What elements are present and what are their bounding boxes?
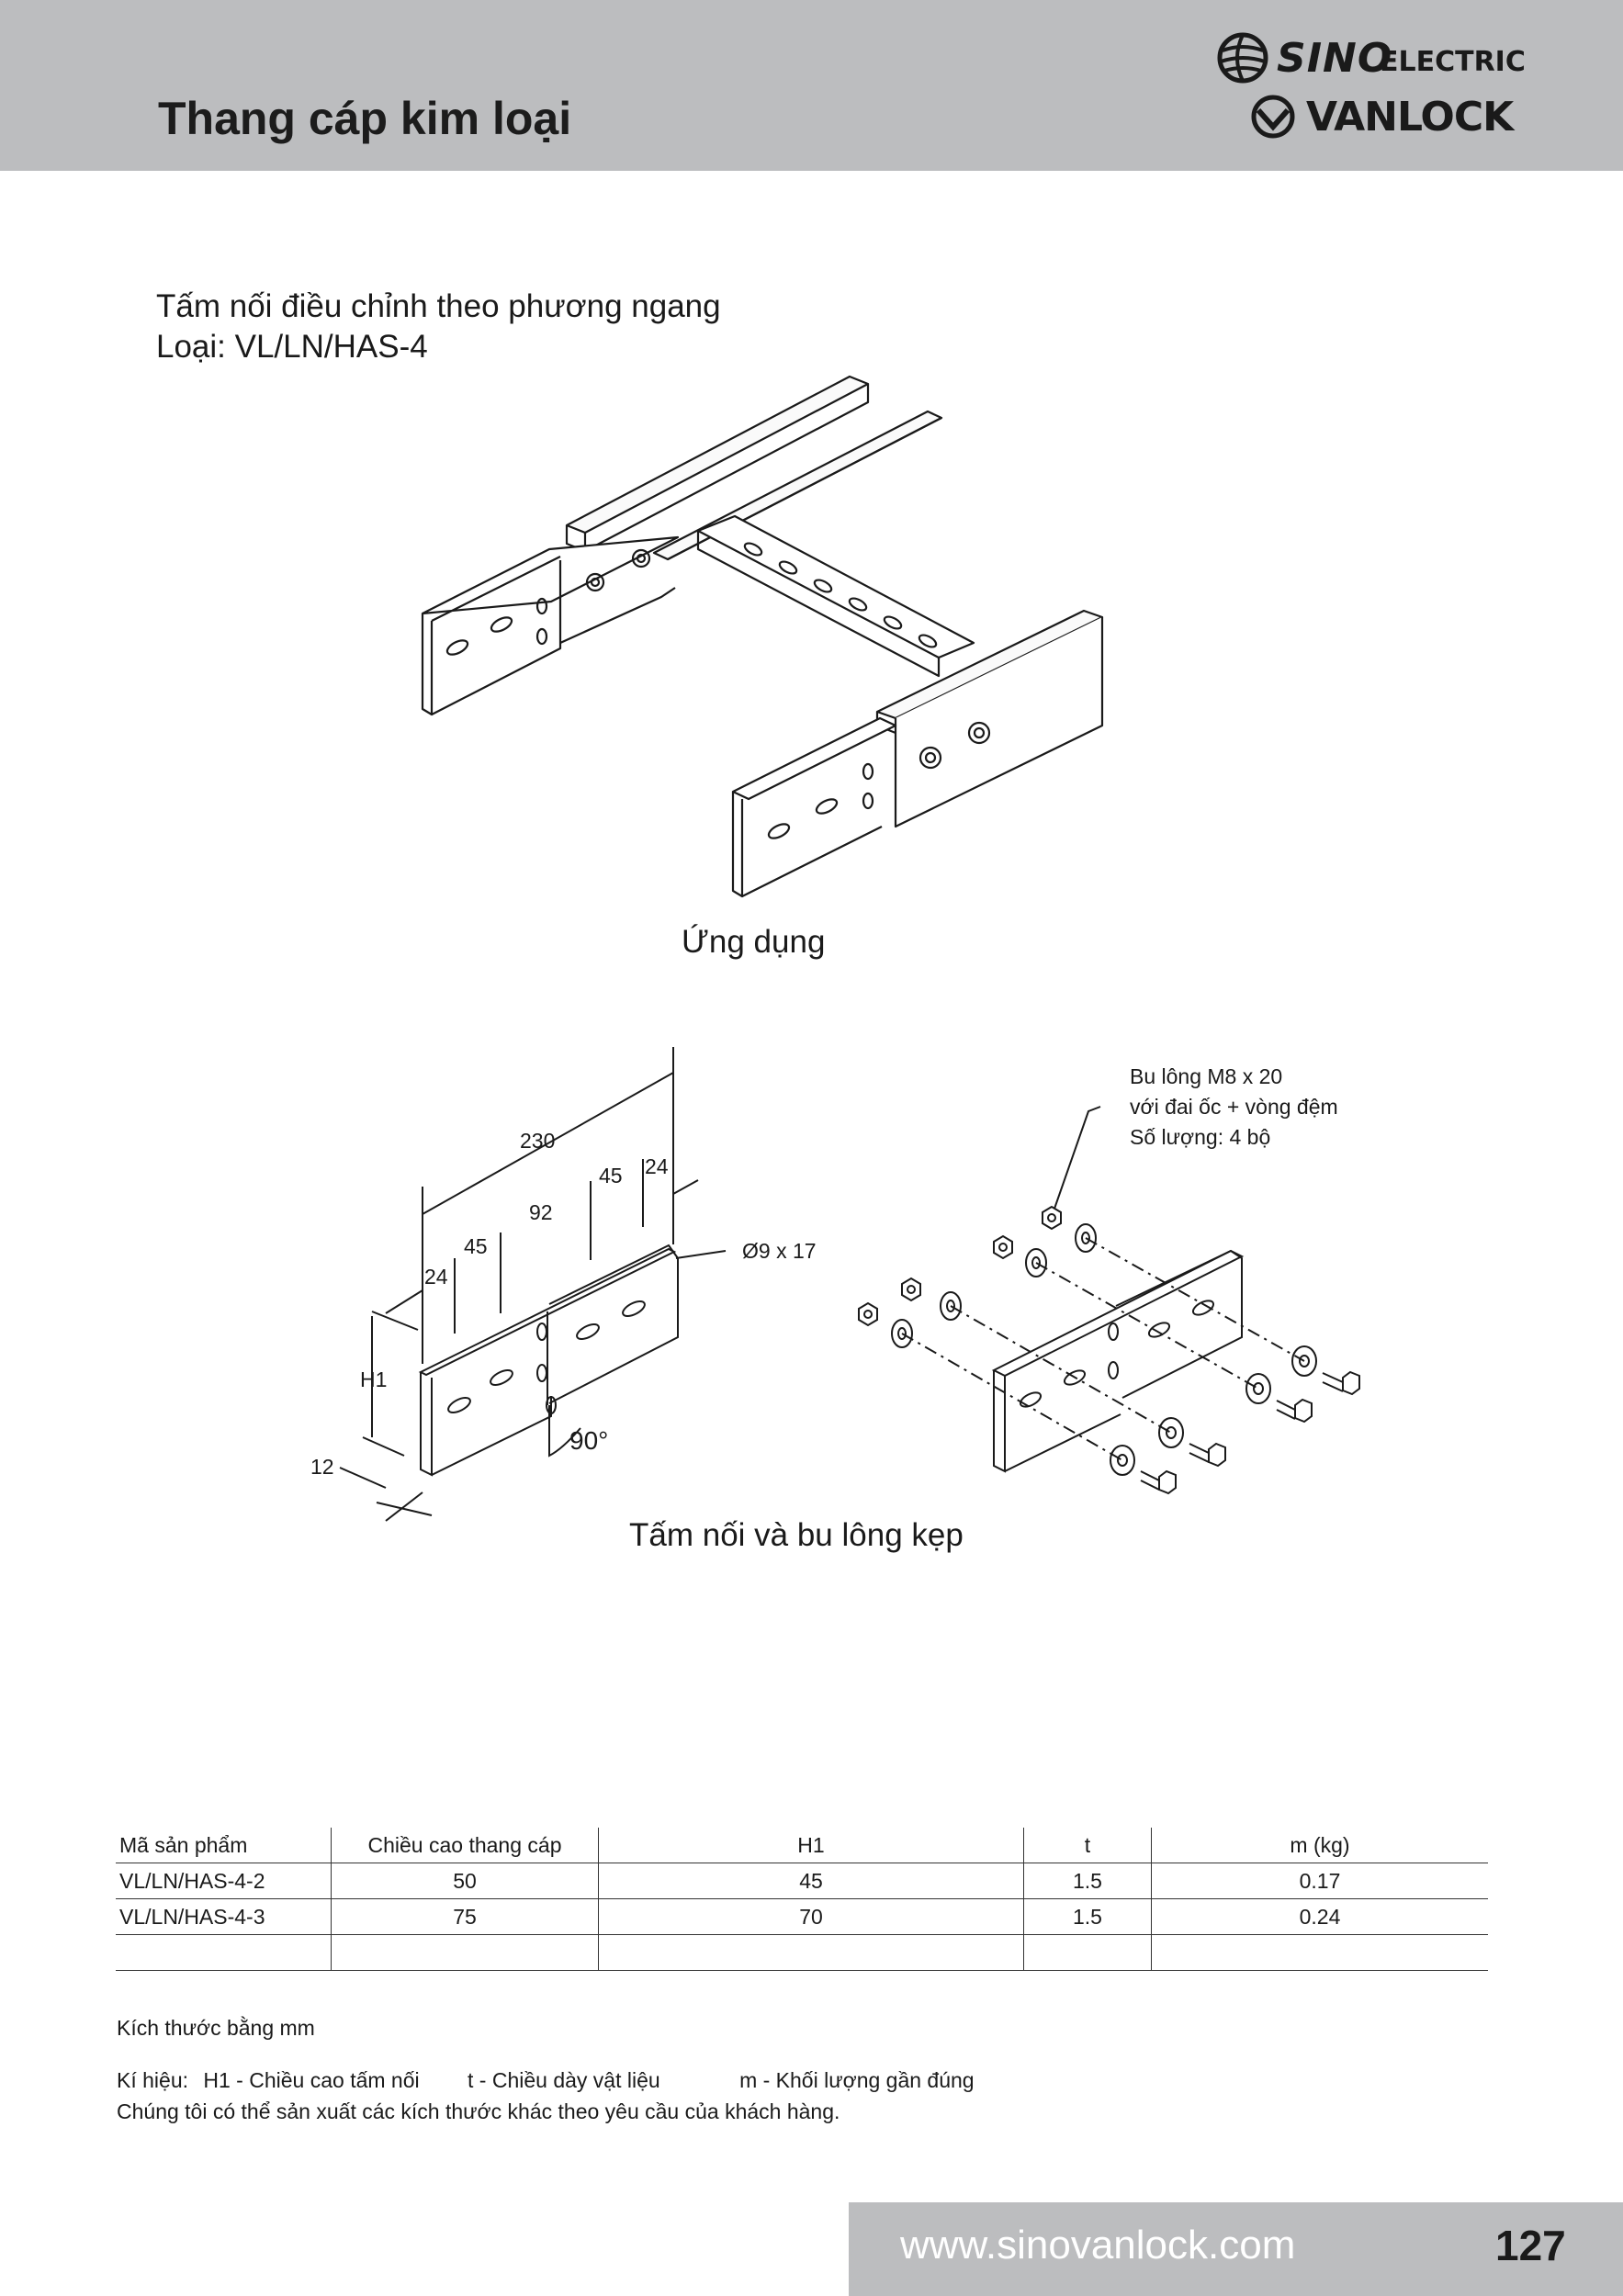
legend-note	[117, 2068, 1494, 2093]
cell: 75	[332, 1899, 599, 1935]
col-header: t	[1024, 1828, 1152, 1863]
cell	[1024, 1935, 1152, 1971]
col-header: m (kg)	[1152, 1828, 1489, 1863]
dim-12: 12	[310, 1455, 334, 1479]
cell: 45	[599, 1863, 1024, 1899]
cell: 70	[599, 1899, 1024, 1935]
dim-45-right: 45	[599, 1164, 623, 1187]
dim-24-left: 24	[424, 1265, 448, 1289]
col-header: Chiều cao thang cáp	[332, 1828, 599, 1863]
dim-92: 92	[529, 1200, 553, 1224]
page-title: Thang cáp kim loại	[158, 93, 572, 144]
dim-45-left: 45	[464, 1234, 488, 1258]
cell	[599, 1935, 1024, 1971]
cell: 0.24	[1152, 1899, 1489, 1935]
cell	[116, 1935, 332, 1971]
brand-electric: ELECTRIC	[1380, 46, 1526, 78]
table-row	[116, 1863, 1488, 1899]
cell: 50	[332, 1863, 599, 1899]
legend-prefix: Kí hiệu:	[117, 2068, 188, 2092]
dim-h1: H1	[360, 1367, 388, 1391]
dim-230: 230	[520, 1129, 556, 1153]
cell	[332, 1935, 599, 1971]
bolt-callout	[1130, 1064, 1338, 1149]
dim-24-right: 24	[645, 1154, 669, 1178]
col-header: H1	[599, 1828, 1024, 1863]
footer-url[interactable]: www.sinovanlock.com	[900, 2223, 1296, 2268]
exploded-drawing	[859, 1107, 1359, 1493]
cell: 1.5	[1024, 1899, 1152, 1935]
legend-h1: H1 - Chiều cao tấm nối	[203, 2068, 420, 2092]
callout-line-2: với đai ốc + vòng đệm	[1130, 1095, 1338, 1119]
cell	[1152, 1935, 1489, 1971]
table-row	[116, 1899, 1488, 1935]
callout-line-3: Số lượng: 4 bộ	[1130, 1125, 1271, 1149]
cell: VL/LN/HAS-4-3	[116, 1899, 332, 1935]
col-header: Mã sản phẩm	[116, 1828, 332, 1863]
application-drawing	[423, 377, 1102, 896]
brand-vanlock: VANLOCK	[1306, 94, 1514, 141]
callout-line-1: Bu lông M8 x 20	[1130, 1064, 1283, 1088]
cell: 1.5	[1024, 1863, 1152, 1899]
dim-hole: Ø9 x 17	[742, 1239, 817, 1263]
parts-caption: Tấm nối và bu lông kẹp	[629, 1517, 964, 1553]
custom-note: Chúng tôi có thể sản xuất các kích thước khác theo yêu cầu của khách hàng.	[117, 2099, 840, 2123]
cell: VL/LN/HAS-4-2	[116, 1863, 332, 1899]
page-number: 127	[1495, 2222, 1566, 2269]
dim-angle: 90°	[569, 1426, 609, 1455]
product-type: Loại: VL/LN/HAS-4	[156, 329, 428, 365]
application-caption: Ứng dụng	[682, 924, 826, 960]
table-header-row	[116, 1828, 1488, 1863]
spec-table	[116, 1828, 1488, 1971]
legend-t: t - Chiều dày vật liệu	[468, 2068, 660, 2092]
dimension-drawing	[340, 1047, 726, 1521]
brand-sino: SINO	[1277, 35, 1393, 82]
legend-m: m - Khối lượng gần đúng	[739, 2068, 975, 2092]
product-name: Tấm nối điều chỉnh theo phương ngang	[156, 288, 721, 324]
table-row	[116, 1935, 1488, 1971]
cell: 0.17	[1152, 1863, 1489, 1899]
units-note: Kích thước bằng mm	[117, 2016, 315, 2040]
